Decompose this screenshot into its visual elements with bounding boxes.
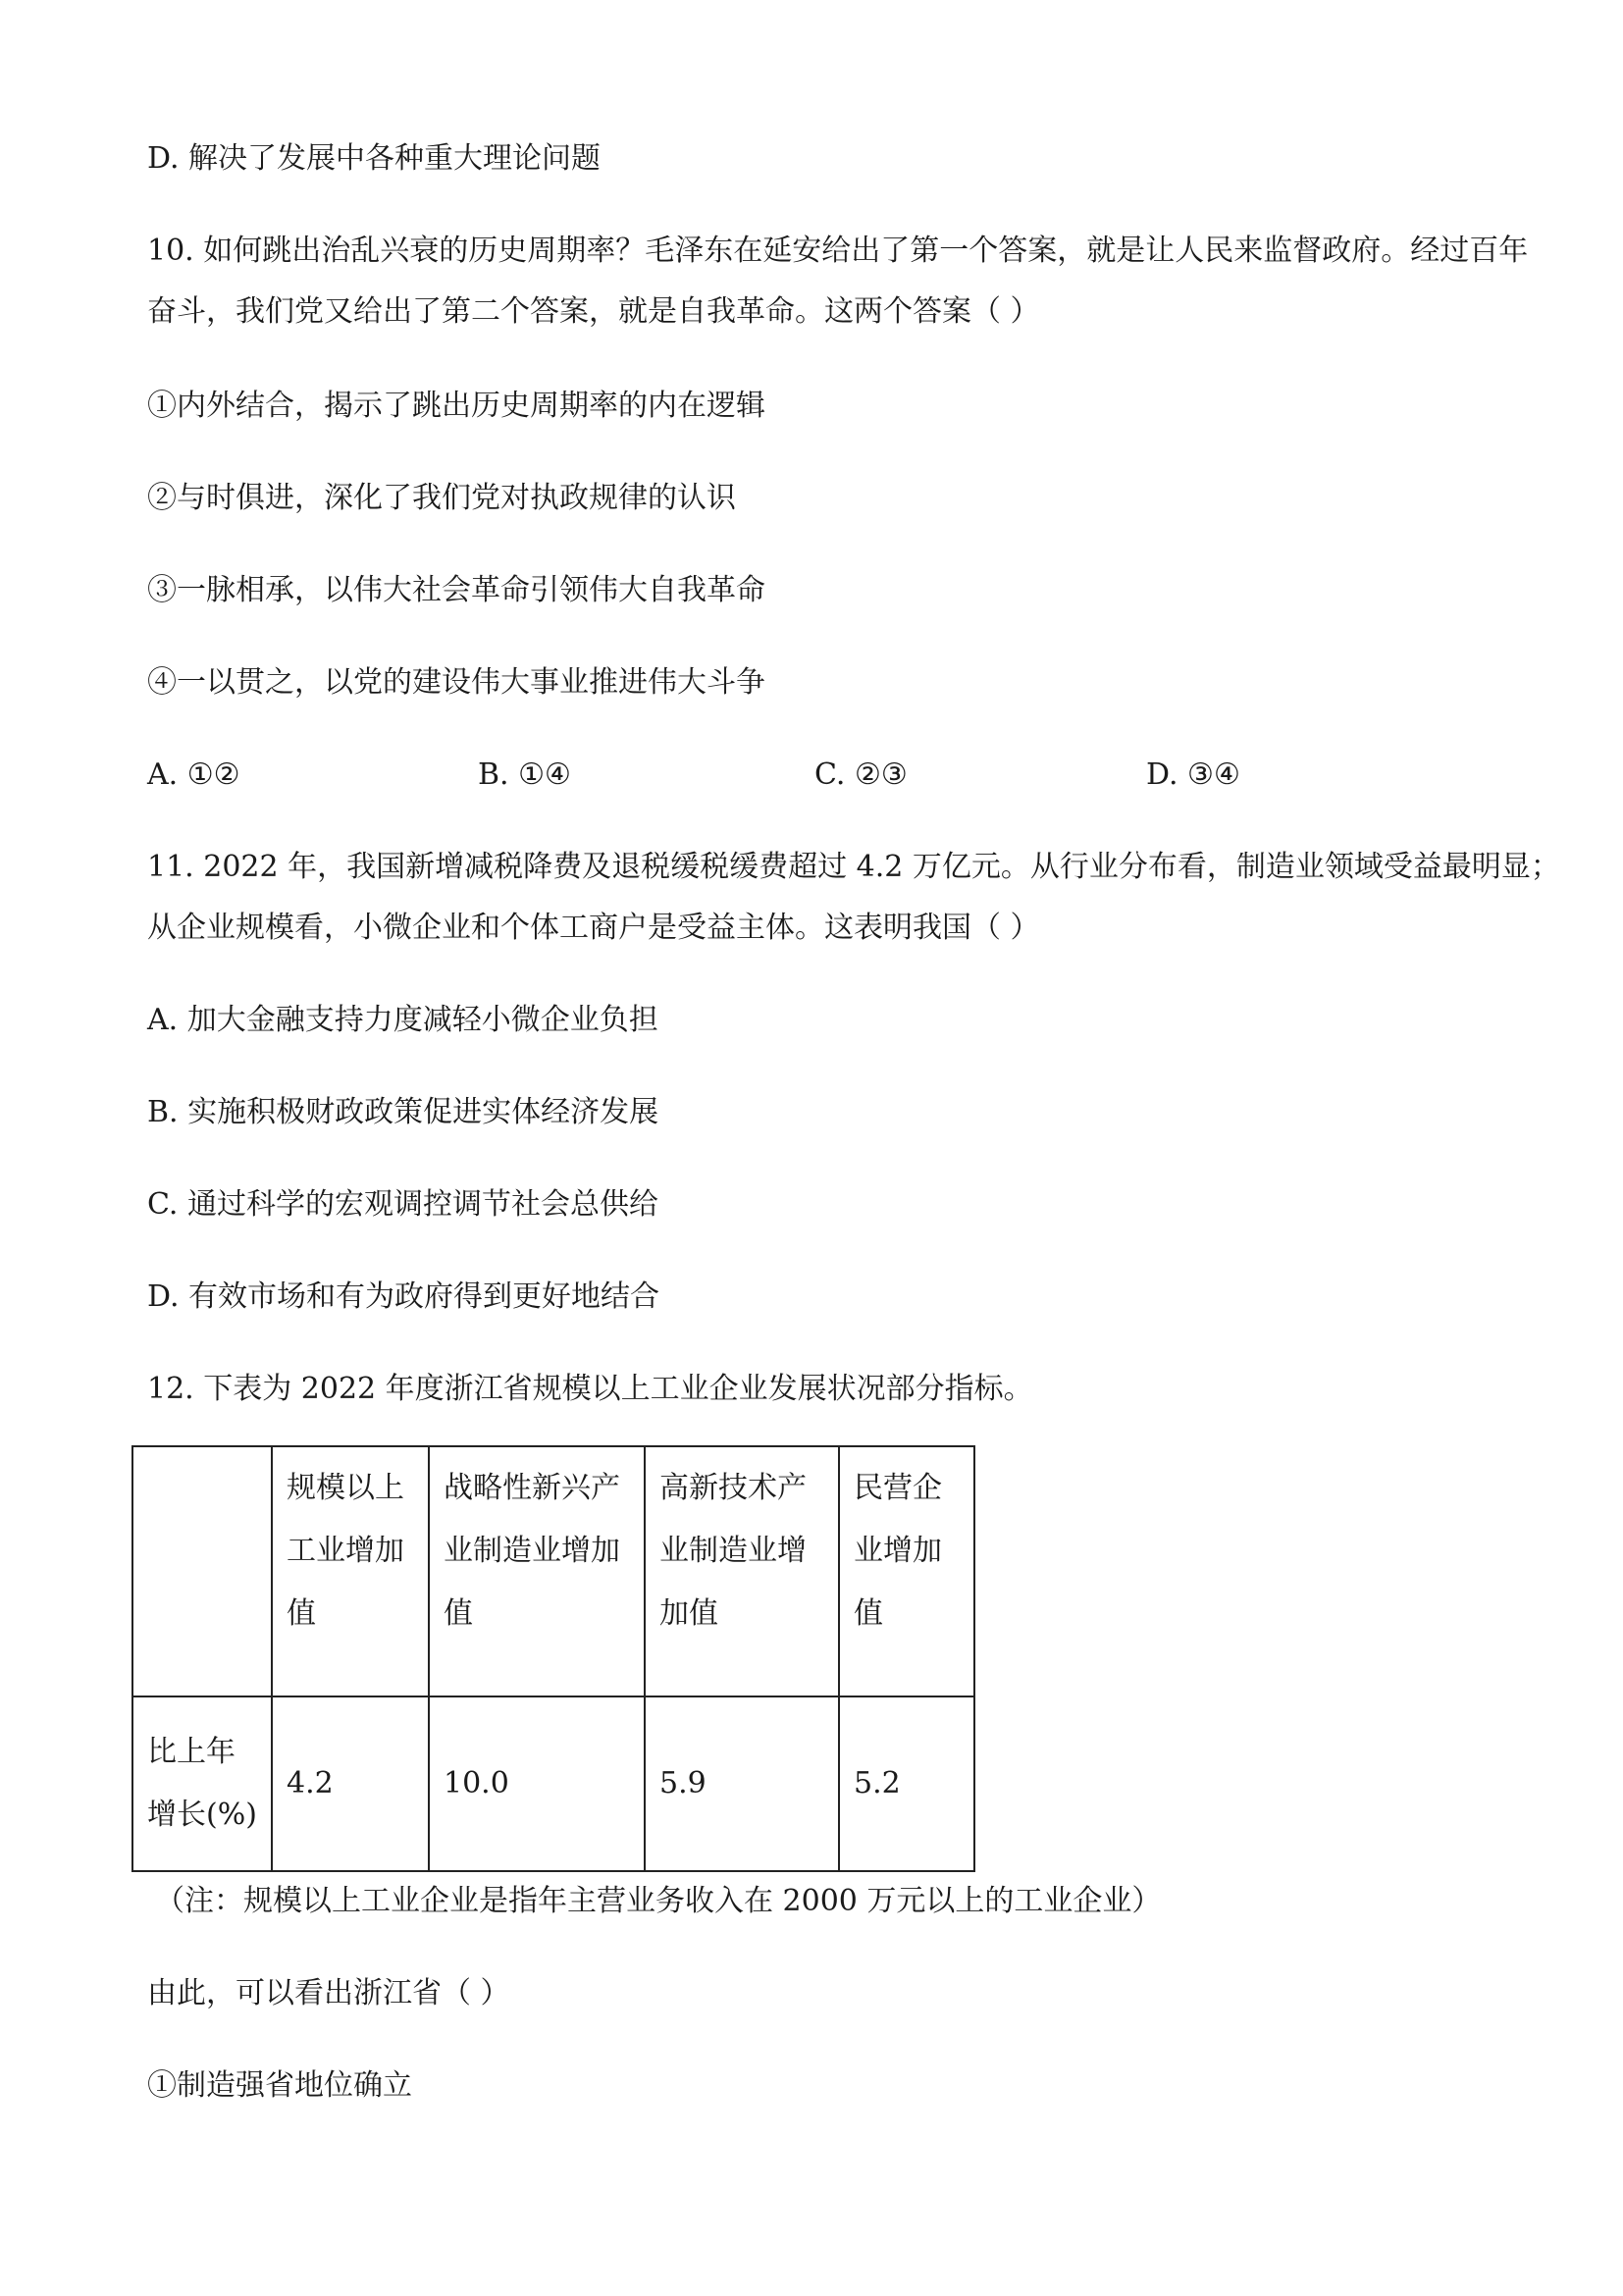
q9-option-d: D. 解决了发展中各种重大理论问题	[147, 141, 602, 176]
q12-stem: 12. 下表为 2022 年度浙江省规模以上工业企业发展状况部分指标。	[147, 1372, 1033, 1406]
table-row	[132, 1696, 974, 1871]
q11-option-d: D. 有效市场和有为政府得到更好地结合	[147, 1279, 660, 1314]
q10-item-1: ①内外结合，揭示了跳出历史周期率的内在逻辑	[147, 389, 765, 423]
q10-item-3: ③一脉相承，以伟大社会革命引领伟大自我革命	[147, 573, 765, 607]
q10-stem-line-2: 奋斗，我们党又给出了第二个答案，就是自我革命。这两个答案（ ）	[147, 294, 1040, 329]
table-cell: 5.9	[645, 1696, 839, 1871]
q10-option-a: A. ①②	[147, 757, 240, 792]
q12-question: 由此，可以看出浙江省（ ）	[147, 1976, 510, 2010]
table-header-cell: 战略性新兴产业制造业增加值	[429, 1446, 645, 1696]
table-cell: 4.2	[272, 1696, 429, 1871]
table-corner-cell	[132, 1446, 272, 1696]
q12-item-1: ①制造强省地位确立	[147, 2068, 412, 2103]
table-row-label: 比上年增长(%)	[132, 1696, 272, 1871]
q12-note: （注：规模以上工业企业是指年主营业务收入在 2000 万元以上的工业企业）	[155, 1884, 1162, 1918]
q11-stem-line-1: 11. 2022 年，我国新增减税降费及退税缓税缓费超过 4.2 万亿元。从行业分布看，制造业领域受益最明显；	[147, 850, 1560, 884]
q11-stem-line-2: 从企业规模看，小微企业和个体工商户是受益主体。这表明我国（ ）	[147, 911, 1040, 945]
q10-option-b: B. ①④	[478, 757, 571, 792]
q11-option-b: B. 实施积极财政政策促进实体经济发展	[147, 1095, 659, 1129]
indicator-table	[131, 1445, 975, 1872]
table-header-cell: 高新技术产业制造业增加值	[645, 1446, 839, 1696]
q10-options-row	[147, 756, 1325, 795]
q10-option-c: C. ②③	[814, 757, 908, 792]
table-header-cell: 规模以上工业增加值	[272, 1446, 429, 1696]
q10-stem-line-1: 10. 如何跳出治乱兴衰的历史周期率？毛泽东在延安给出了第一个答案，就是让人民来监督政府。经过百年	[147, 234, 1529, 268]
q10-option-d: D. ③④	[1146, 757, 1240, 792]
table-cell: 10.0	[429, 1696, 645, 1871]
q11-option-c: C. 通过科学的宏观调控调节社会总供给	[147, 1187, 658, 1222]
q10-item-2: ②与时俱进，深化了我们党对执政规律的认识	[147, 481, 736, 515]
q10-item-4: ④一以贯之，以党的建设伟大事业推进伟大斗争	[147, 665, 765, 700]
table-header-cell: 民营企业增加值	[839, 1446, 974, 1696]
q11-option-a: A. 加大金融支持力度减轻小微企业负担	[147, 1003, 658, 1037]
table-header-row	[132, 1446, 974, 1696]
table-cell: 5.2	[839, 1696, 974, 1871]
